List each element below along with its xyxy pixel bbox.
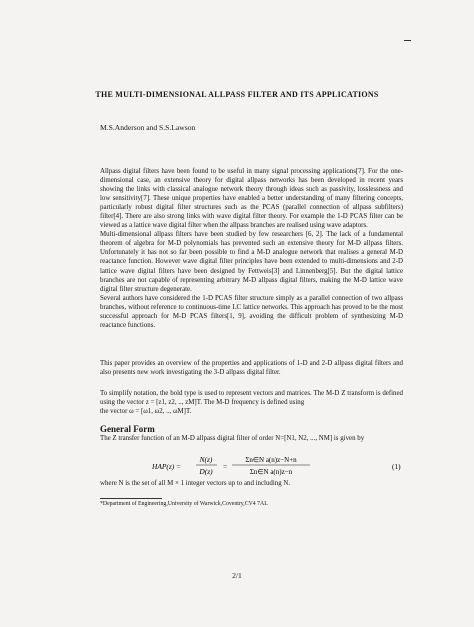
equation-denominator: D(z) xyxy=(199,467,213,476)
overview-paragraph: This paper provides an overview of the properties and applications of 1-D and 2-D allpass digital filters and also presents new work investigating the 3-D allpass digital filter. xyxy=(100,360,403,377)
equation-rhs-denominator: Σn∈N a(n)z−n xyxy=(249,468,293,476)
equation-lhs: HAP(z) = xyxy=(152,462,181,471)
svg-text:=: = xyxy=(223,462,228,471)
equation-rhs-numerator: Σn∈N a(n)z−N+n xyxy=(245,456,297,464)
abstract-paragraph-1: Allpass digital filters have been found to be useful in many signal processing applications[7]. For the one-dimensional case, an extensive theory for digital allpass networks has been developed in recent years showing the links with classical analogue network theory through ideas such as passivity, losslessness and low sensitivity[7]. These unique properties have enabled a better understanding of many filtering concepts, particularly robust digital filter structures such as the PCAS (parallel connection of allpass subfilters) filter[4]. There are also strong links with wave digital filter theory. For example the 1-D PCAS filter can be viewed as a lattice wave digital filter when the allpass branches are realised using wave adaptors. xyxy=(100,168,403,230)
abstract-block xyxy=(100,167,403,330)
equation-numerator: N(z) xyxy=(199,455,213,464)
notation-line-1: To simplify notation, the bold type is used to represent vectors and matrices. The M-D Z transform is defined using the vector z = [z1, z2, .., zM]T. The M-D frequency is defined using xyxy=(100,390,403,407)
equation-1 xyxy=(100,453,403,479)
paper-authors: M.S.Anderson and S.S.Lawson xyxy=(100,123,196,132)
after-equation-text: where N is the set of all M × 1 integer vectors up to and including N. xyxy=(100,480,291,487)
footnote-rule xyxy=(100,498,162,499)
general-form-intro: The Z transfer function of an M-D allpass digital filter of order N=[N1, N2, ..., NM] is given by xyxy=(100,435,365,442)
footnote: *Department of Engineering,University of Warwick,Coventry,CV4 7AL xyxy=(100,501,268,507)
equation-number: (1) xyxy=(392,462,401,471)
notation-line-2: the vector ω = [ω1, ω2, .., ωM]T. xyxy=(100,408,192,416)
abstract-paragraph-3: Several authors have considered the 1-D PCAS filter structure simply as a parallel connection of two allpass branches, without reference to continuous-time LC lattice networks. This approach has proved to be the most successful approach for M-D PCAS filters[1, 9], avoiding the difficult problem of synthesizing M-D reactance functions. xyxy=(100,294,403,329)
section-heading: General Form xyxy=(100,424,155,434)
notation-paragraph xyxy=(100,389,403,416)
paper-title: THE MULTI-DIMENSIONAL ALLPASS FILTER AND ITS APPLICATIONS xyxy=(95,90,379,99)
abstract-paragraph-2: Multi-dimensional allpass filters have been studied by few researchers [6, 2]. The lack of a fundamental theorem of algebra for M-D polynomials has prevented such an extensive theory for M-D allpass filters. Unfortunately it has not so far been possible to find a M-D analogue network that realises a general M-D reactance function. However wave digital filter principles have been extended to multi-dimensions and 2-D lattice wave digital filters have been designed by Fettweis[3] and Linnenberg[5]. But the digital lattice branches are not capable of representing arbitrary M-D allpass digital filters, making the M-D lattice wave digital filter structure degenerate. xyxy=(100,231,403,293)
equation-graphic xyxy=(100,453,403,479)
page-number: 2/1 xyxy=(232,571,242,580)
corner-mark xyxy=(404,40,411,41)
